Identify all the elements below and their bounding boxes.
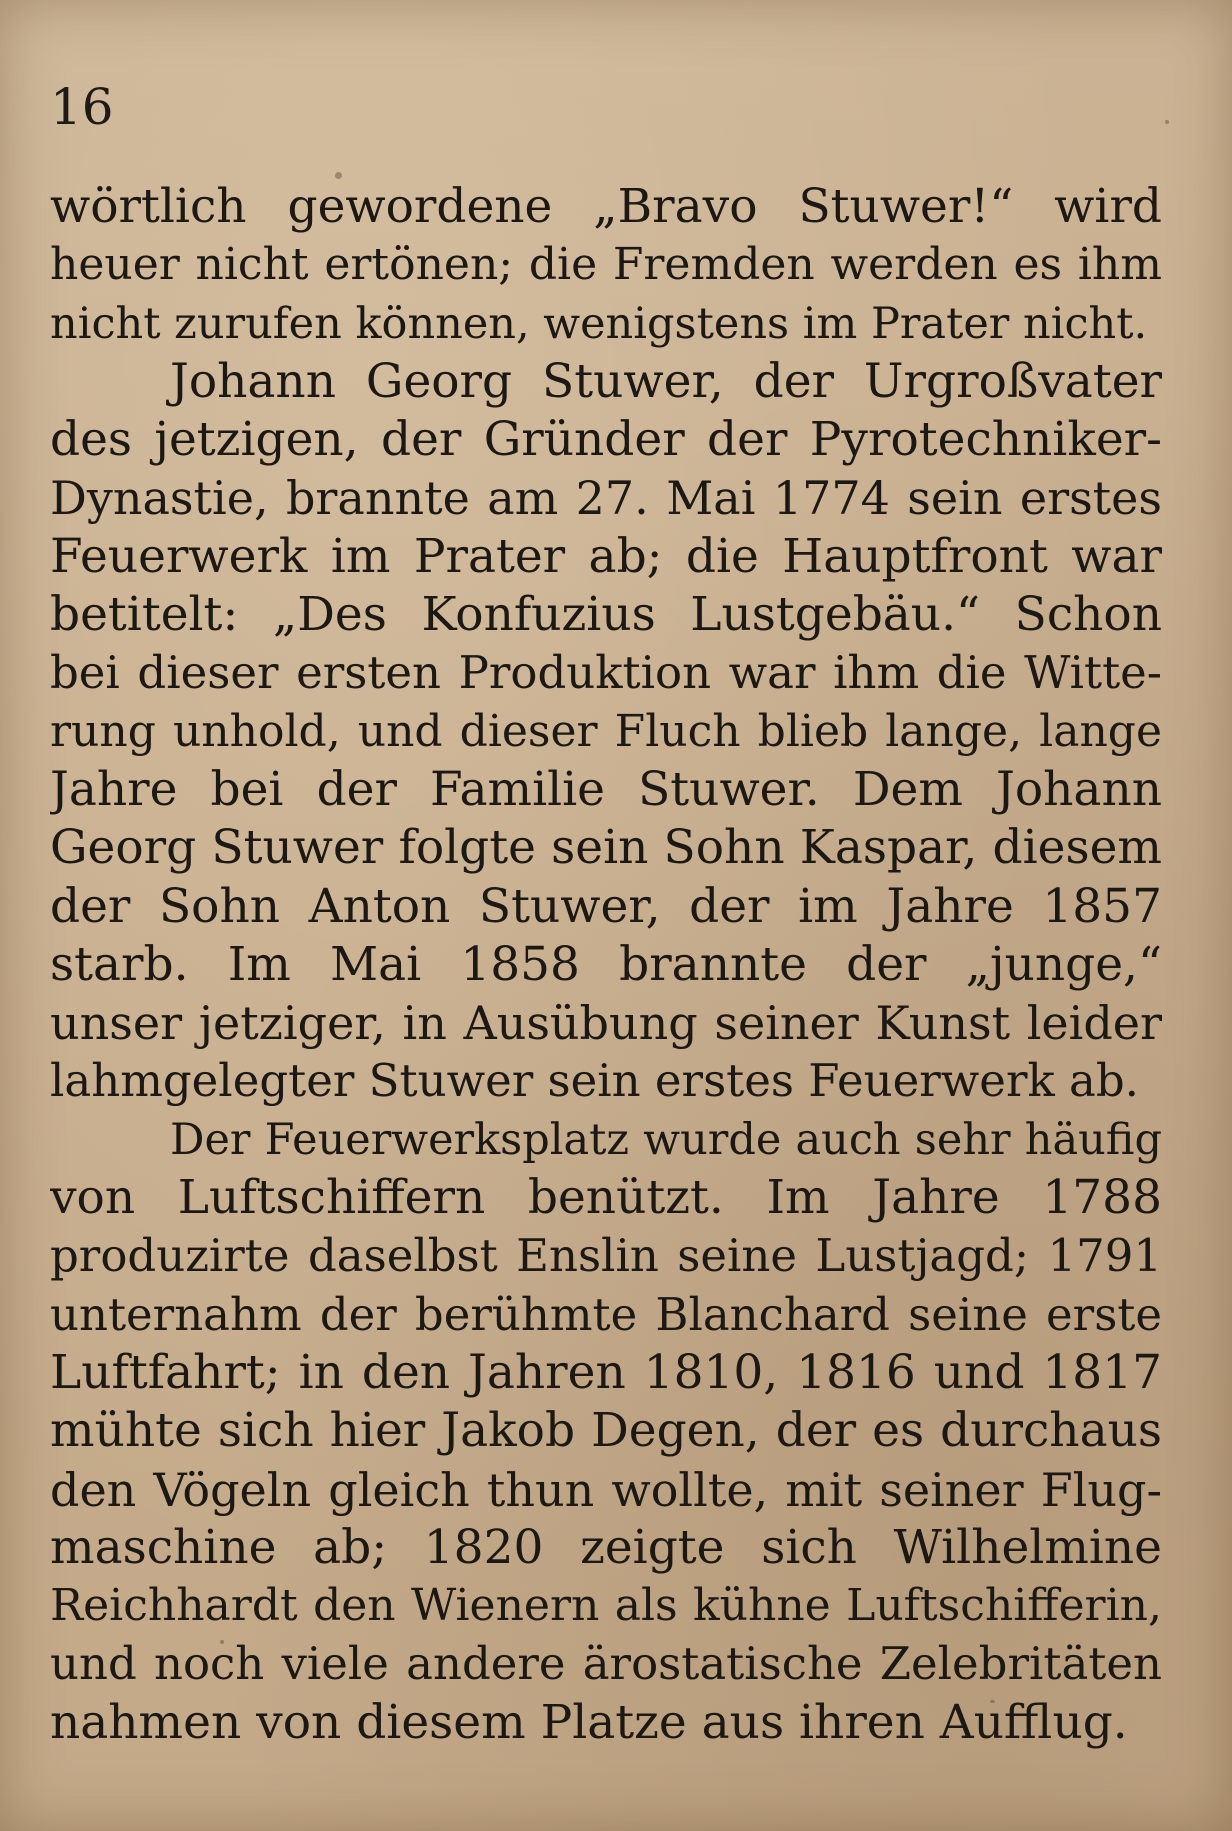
paper-speck (1165, 120, 1169, 124)
text-line: Reichhardt den Wienern als kühne Luftschifferin, (50, 1580, 1162, 1632)
text-line: unternahm der berühmte Blanchard seine erste (50, 1287, 1162, 1341)
text-line: Dynastie, brannte am 27. Mai 1774 sein erstes (50, 471, 1162, 526)
text-line: Der Feuerwerksplatz wurde auch sehr häufig (170, 1114, 1162, 1165)
text-line: bei dieser ersten Produktion war ihm die Witte- (50, 646, 1162, 700)
text-line: des jetzigen, der Gründer der Pyrotechniker- (50, 412, 1162, 468)
text-line: Luftfahrt; in den Jahren 1810, 1816 und 1817 (50, 1344, 1162, 1400)
text-line: Georg Stuwer folgte sein Sohn Kaspar, diesem (50, 820, 1162, 876)
text-line: Jahre bei der Familie Stuwer. Dem Johann (50, 761, 1162, 817)
text-line: den Vögeln gleich thun wollte, mit seiner Flug- (50, 1462, 1162, 1517)
text-line: und noch viele andere ärostatische Zelebritäten (50, 1637, 1162, 1691)
text-line: nahmen von diesem Platze aus ihren Aufflug. (50, 1694, 1128, 1750)
paper-speck (640, 900, 643, 903)
text-line: nicht zurufen können, wenigstens im Prater nicht. (50, 298, 1148, 349)
text-line: wörtlich gewordene „Bravo Stuwer!“ wird (50, 179, 1162, 234)
page-number: 16 (50, 78, 114, 136)
text-line: Johann Georg Stuwer, der Urgroßvater (170, 353, 1162, 409)
text-line: betitelt: „Des Konfuzius Lustgebäu.“ Schon (50, 587, 1162, 643)
paper-speck (990, 1700, 995, 1703)
text-line: lahmgelegter Stuwer sein erstes Feuerwerk ab. (50, 1054, 1139, 1108)
text-line: der Sohn Anton Stuwer, der im Jahre 1857 (50, 878, 1162, 934)
text-line: rung unhold, und dieser Fluch blieb lange, lange (50, 705, 1162, 757)
text-line: Feuerwerk im Prater ab; die Hauptfront war (50, 528, 1162, 584)
text-line: maschine ab; 1820 zeigte sich Wilhelmine (50, 1519, 1162, 1575)
text-line: mühte sich hier Jakob Degen, der es durchaus (50, 1403, 1162, 1459)
text-line: von Luftschiffern benützt. Im Jahre 1788 (50, 1170, 1162, 1226)
text-line: unser jetziger, in Ausübung seiner Kunst leider (50, 996, 1162, 1051)
text-line: starb. Im Mai 1858 brannte der „junge,“ (50, 936, 1162, 992)
text-line: produzirte daselbst Enslin seine Lustjagd; 1791 (50, 1229, 1162, 1283)
body-text (50, 178, 1162, 1752)
paper-speck (335, 172, 342, 179)
paper-speck (220, 1640, 224, 1644)
text-line: heuer nicht ertönen; die Fremden werden es ihm (50, 239, 1162, 291)
